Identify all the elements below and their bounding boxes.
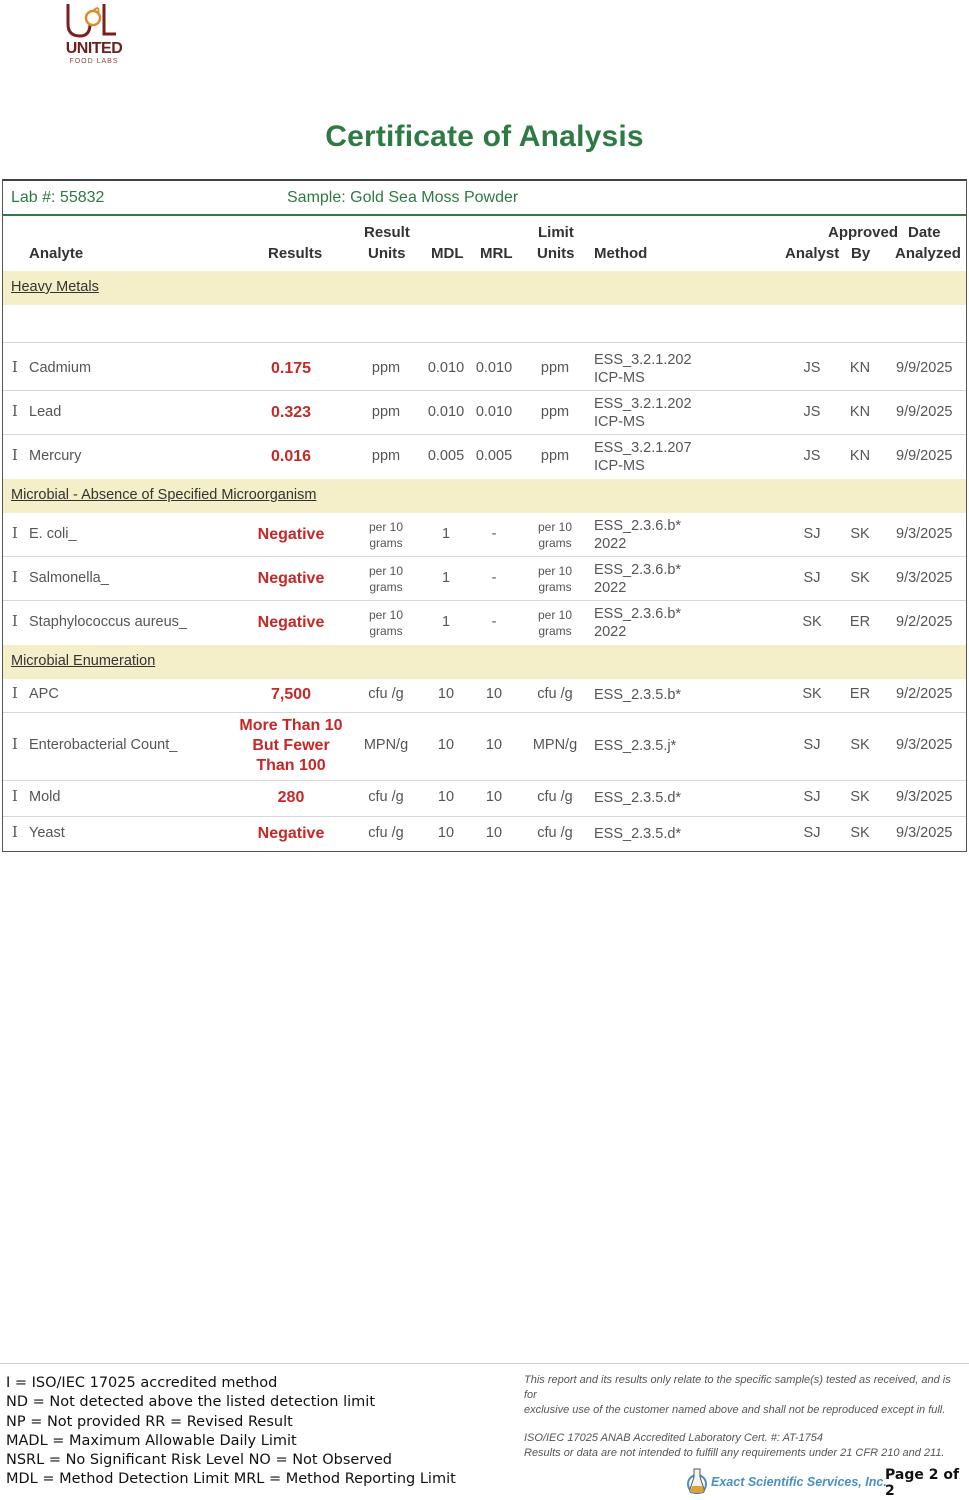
accredited-flag: I [12, 825, 18, 841]
mrl-value: 10 [485, 825, 503, 841]
analyte-name: Staphylococcus aureus_ [29, 614, 187, 630]
mrl-value: - [491, 614, 497, 630]
limit-units: MPN/g [532, 737, 578, 753]
col-limit-units-1: Limit [538, 224, 574, 241]
legend-line: MDL = Method Detection Limit MRL = Method Reporting Limit [6, 1471, 456, 1488]
accredited-flag: I [12, 570, 18, 586]
result-value: More Than 10 But Fewer Than 100 [239, 717, 343, 774]
col-approved-by-1: Approved [828, 224, 899, 241]
section-microbial-absence [3, 479, 966, 513]
result-value: 0.175 [270, 360, 312, 377]
date-analyzed: 9/3/2025 [896, 570, 953, 586]
disclaimer-line: exclusive use of the customer named above and shall not be reproduced except in full. [524, 1404, 946, 1416]
result-value: 7,500 [270, 686, 312, 703]
approved-by: SK [850, 570, 870, 586]
analyst: SJ [803, 737, 821, 753]
limit-units: cfu /g [537, 789, 573, 805]
date-analyzed: 9/2/2025 [896, 686, 953, 702]
analyst: JS [803, 404, 821, 420]
analyte-name: E. coli_ [29, 526, 77, 542]
ess-name: Exact Scientific Services, Inc. [711, 1475, 887, 1489]
date-analyzed: 9/9/2025 [896, 448, 953, 464]
approved-by: SK [850, 789, 870, 805]
result-units: ppm [371, 448, 401, 464]
analyst: SK [802, 686, 822, 702]
accredited-flag: I [12, 404, 18, 420]
method: ESS_2.3.6.b* 2022 [594, 518, 682, 552]
analyte-name: Lead [29, 404, 62, 420]
date-analyzed: 9/3/2025 [896, 825, 953, 841]
table-row [3, 435, 966, 479]
accredited-flag: I [12, 614, 18, 630]
result-units: cfu /g [368, 825, 404, 841]
result-units: cfu /g [368, 789, 404, 805]
mdl-value: 10 [437, 789, 455, 805]
col-date-analyzed-1: Date [908, 224, 941, 241]
result-units: per 10 grams [368, 608, 404, 638]
method: ESS_3.2.1.202 ICP-MS [594, 396, 692, 430]
logo-mark-icon [62, 2, 124, 42]
section-microbial-enumeration [3, 645, 966, 679]
accreditation-line: ISO/IEC 17025 ANAB Accredited Laboratory Cert. #: AT-1754 [524, 1432, 823, 1444]
section-title: Microbial Enumeration [11, 653, 156, 669]
logo-sub-text: FOOD LABS [69, 58, 119, 65]
mrl-value: - [491, 570, 497, 586]
mrl-value: 10 [485, 686, 503, 702]
analyst: SK [802, 614, 822, 630]
result-value: 0.016 [270, 448, 312, 465]
table-row [3, 391, 966, 435]
disclaimer-line: This report and its results only relate to the specific sample(s) tested as received, and is for [524, 1374, 951, 1401]
flask-icon [686, 1467, 708, 1497]
mdl-value: 0.005 [427, 448, 465, 464]
accredited-flag: I [12, 789, 18, 805]
page-title: Certificate of Analysis [325, 120, 644, 153]
lab-info-bar [3, 181, 966, 216]
limit-units: per 10 grams [537, 564, 573, 594]
col-date-analyzed-2: Analyzed [895, 245, 961, 262]
analyst: SJ [803, 789, 821, 805]
analyte-name: Mold [29, 789, 61, 805]
limit-units: per 10 grams [537, 520, 573, 550]
mrl-value: 0.010 [475, 404, 513, 420]
analyte-name: APC [29, 686, 59, 702]
result-units: ppm [371, 360, 401, 376]
method: ESS_2.3.5.j* [594, 738, 677, 754]
disclaimer [524, 1373, 954, 1461]
analyst: SJ [803, 825, 821, 841]
table-row [3, 601, 966, 645]
date-analyzed: 9/3/2025 [896, 789, 953, 805]
analyte-name: Yeast [29, 825, 65, 841]
result-units: per 10 grams [368, 520, 404, 550]
col-limit-units-2: Units [537, 245, 575, 262]
result-value: Negative [257, 570, 325, 587]
col-mrl: MRL [480, 245, 513, 262]
result-units: MPN/g [363, 737, 409, 753]
mrl-value: 0.005 [475, 448, 513, 464]
table-row [3, 557, 966, 601]
column-headers [3, 218, 966, 270]
section-spacer [3, 305, 966, 343]
analyte-name: Mercury [29, 448, 82, 464]
table-row [3, 817, 966, 851]
logo-brand-text: UNITED [65, 40, 123, 57]
date-analyzed: 9/9/2025 [896, 360, 953, 376]
approved-by: KN [849, 360, 871, 376]
table-row [3, 347, 966, 391]
analyst: JS [803, 448, 821, 464]
section-title: Microbial - Absence of Specified Microorganism [11, 487, 317, 503]
result-value: Negative [257, 526, 325, 543]
approved-by: ER [849, 686, 871, 702]
section-heavy-metals [3, 271, 966, 305]
method: ESS_2.3.5.d* [594, 790, 682, 806]
legend-line: MADL = Maximum Allowable Daily Limit [6, 1432, 297, 1449]
mdl-value: 10 [437, 686, 455, 702]
method: ESS_2.3.5.d* [594, 826, 682, 842]
result-value: 0.323 [270, 404, 312, 421]
method: ESS_2.3.5.b* [594, 687, 682, 703]
disclaimer-line: Results or data are not intended to fulfill any requirements under 21 CFR 210 and 211. [524, 1447, 945, 1459]
result-units: per 10 grams [368, 564, 404, 594]
result-value: 280 [277, 789, 305, 806]
method: ESS_2.3.6.b* 2022 [594, 562, 682, 596]
legend-line: ND = Not detected above the listed detection limit [6, 1394, 376, 1411]
result-units: ppm [371, 404, 401, 420]
lab-number: Lab #: 55832 [11, 189, 105, 206]
table-row [3, 679, 966, 713]
col-approved-by-2: By [851, 245, 871, 262]
analyte-name: Enterobacterial Count_ [29, 737, 178, 753]
page-number: Page 2 of 2 [885, 1467, 960, 1499]
col-result-units-2: Units [368, 245, 406, 262]
mdl-value: 0.010 [427, 404, 465, 420]
mrl-value: 10 [485, 737, 503, 753]
result-value: Negative [257, 614, 325, 631]
mdl-value: 1 [441, 614, 451, 630]
approved-by: KN [849, 448, 871, 464]
date-analyzed: 9/3/2025 [896, 526, 953, 542]
mdl-value: 0.010 [427, 360, 465, 376]
ess-logo [686, 1467, 887, 1497]
result-value: Negative [257, 825, 325, 842]
limit-units: ppm [540, 404, 570, 420]
method: ESS_3.2.1.207 ICP-MS [594, 440, 692, 474]
accredited-flag: I [12, 448, 18, 464]
table-row [3, 781, 966, 817]
mdl-value: 1 [441, 526, 451, 542]
analysis-table [2, 179, 967, 852]
approved-by: SK [850, 825, 870, 841]
mdl-value: 10 [437, 737, 455, 753]
analyst: SJ [803, 526, 821, 542]
approved-by: ER [849, 614, 871, 630]
accredited-flag: I [12, 360, 18, 376]
limit-units: ppm [540, 448, 570, 464]
abbreviation-legend [6, 1374, 456, 1490]
approved-by: KN [849, 404, 871, 420]
mrl-value: 10 [485, 789, 503, 805]
section-title: Heavy Metals [11, 279, 99, 295]
mrl-value: - [491, 526, 497, 542]
approved-by: SK [850, 526, 870, 542]
limit-units: cfu /g [537, 686, 573, 702]
sample-name: Sample: Gold Sea Moss Powder [287, 189, 519, 206]
accredited-flag: I [12, 526, 18, 542]
mrl-value: 0.010 [475, 360, 513, 376]
footer-divider [0, 1363, 969, 1364]
limit-units: ppm [540, 360, 570, 376]
mdl-value: 1 [441, 570, 451, 586]
table-row [3, 513, 966, 557]
legend-line: NSRL = No Significant Risk Level NO = Not Observed [6, 1452, 392, 1469]
date-analyzed: 9/3/2025 [896, 737, 953, 753]
method: ESS_3.2.1.202 ICP-MS [594, 352, 692, 386]
analyst: JS [803, 360, 821, 376]
date-analyzed: 9/9/2025 [896, 404, 953, 420]
col-analyte: Analyte [29, 245, 84, 262]
accredited-flag: I [12, 686, 18, 702]
col-results: Results [268, 245, 323, 262]
accredited-flag: I [12, 737, 18, 753]
result-units: cfu /g [368, 686, 404, 702]
col-result-units-1: Result [364, 224, 410, 241]
method: ESS_2.3.6.b* 2022 [594, 606, 682, 640]
legend-line: NP = Not provided RR = Revised Result [6, 1413, 293, 1430]
table-row [3, 713, 966, 781]
analyte-name: Cadmium [29, 360, 92, 376]
approved-by: SK [850, 737, 870, 753]
col-method: Method [594, 245, 648, 262]
limit-units: cfu /g [537, 825, 573, 841]
col-mdl: MDL [431, 245, 464, 262]
mdl-value: 10 [437, 825, 455, 841]
legend-line: I = ISO/IEC 17025 accredited method [6, 1375, 278, 1391]
analyst: SJ [803, 570, 821, 586]
limit-units: per 10 grams [537, 608, 573, 638]
col-analyst: Analyst [785, 245, 840, 262]
united-food-labs-logo [62, 2, 124, 66]
analyte-name: Salmonella_ [29, 570, 109, 586]
date-analyzed: 9/2/2025 [896, 614, 953, 630]
